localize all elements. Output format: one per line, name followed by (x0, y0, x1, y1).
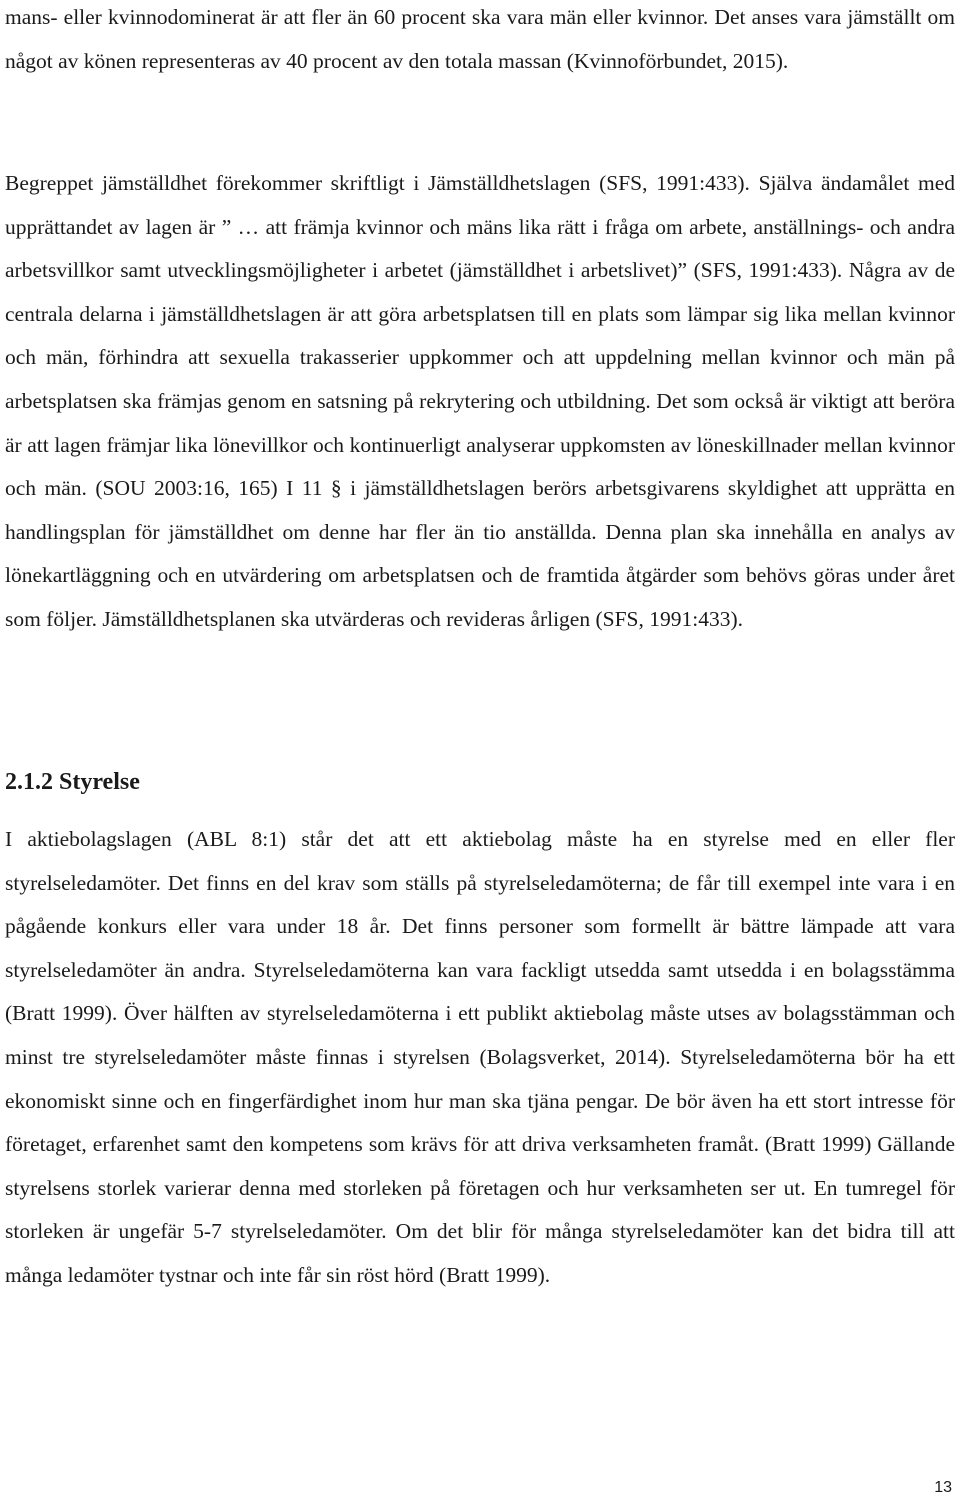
paragraph-gender-balance: mans- eller kvinnodominerat är att fler än 60 procent ska vara män eller kvinnor. Det anses vara jämställt om något av könen representeras av 40 procent av den totala massan (Kvinnoförbundet, 2015). (5, 5, 955, 73)
section-heading: 2.1.2 Styrelse (5, 769, 140, 795)
page-number: 13 (934, 1479, 952, 1496)
paragraph-equality-law: Begreppet jämställdhet förekommer skriftligt i Jämställdhetslagen (SFS, 1991:433). Själva ändamålet med upprättandet av lagen är ” … att främja kvinnor och mäns lika rätt i fråga om arbete, anställnings- och andra arbetsvillkor samt utvecklingsmöjligheter i arbetet (jämställdhet i arbetslivet)” (SFS, 1991:433). Några av de centrala delarna i jämställdhetslagen är att göra arbetsplatsen till en plats som lämpar sig lika mellan kvinnor och män, förhindra att sexuella trakasserier uppkommer och att uppdelning mellan kvinnor och män på arbetsplatsen ska främjas genom en satsning på rekrytering och utbildning. Det som också är viktigt att beröra är att lagen främjar lika lönevillkor och kontinuerligt analyserar uppkomsten av löneskillnader mellan kvinnor och män. (SOU 2003:16, 165) I 11 § i jämställdhetslagen berörs arbetsgivarens skyldighet att upprätta en handlingsplan för jämställdhet om denne har fler än tio anställda. Denna plan ska innehålla en analys av lönekartläggning och en utvärdering om arbetsplatsen och de framtida åtgärder som behövs göras under året som följer. Jämställdhetsplanen ska utvärderas och revideras årligen (SFS, 1991:433). (5, 171, 955, 631)
paragraph-board: I aktiebolagslagen (ABL 8:1) står det att ett aktiebolag måste ha en styrelse med en eller fler styrelseledamöter. Det finns en del krav som ställs på styrelseledamöterna; de får till exempel inte vara i en pågående konkurs eller vara under 18 år. Det finns personer som formellt är bättre lämpade att vara styrelseledamöter än andra. Styrelseledamöterna kan vara fackligt utsedda samt utsedda i en bolagsstämma (Bratt 1999). Över hälften av styrelseledamöterna i ett publikt aktiebolag måste utses av bolagsstämman och minst tre styrelseledamöter måste finnas i styrelsen (Bolagsverket, 2014). Styrelseledamöterna bör ha ett ekonomiskt sinne och en fingerfärdighet inom hur man ska tjäna pengar. De bör även ha ett stort intresse för företaget, erfarenhet samt den kompetens som krävs för att driva verksamheten framåt. (Bratt 1999) Gällande styrelsens storlek varierar denna med storleken på företagen och hur verksamheten ser ut. En tumregel för storleken är ungefär 5-7 styrelseledamöter. Om det blir för många styrelseledamöter kan det bidra till att många ledamöter tystnar och inte får sin röst hörd (Bratt 1999). (5, 827, 955, 1287)
